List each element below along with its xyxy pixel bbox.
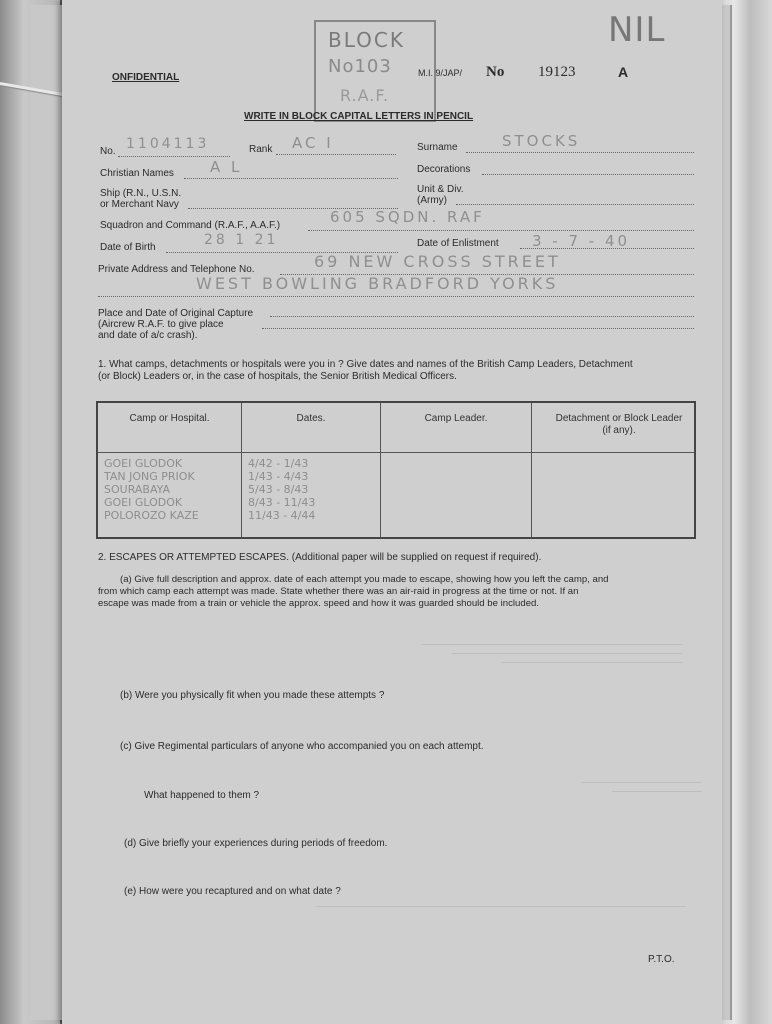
dates-cell [242,453,381,539]
dob-value: 28 1 21 [204,232,279,248]
form-number: 19123 [538,64,576,80]
stamp-line-3: R.A.F. [340,86,390,105]
christian-names-label: Christian Names [100,168,174,179]
unit-label-2: (Army) [417,195,447,206]
enlistment-value: 3 - 7 - 40 [532,232,631,250]
squadron-value: 605 SQDN. RAF [330,208,485,226]
capture-label-3: and date of a/c crash). [98,330,198,341]
ship-label-1: Ship (R.N., U.S.N. [100,188,182,199]
question-2a-line-3: escape was made from a train or vehicle the approx. speed and how it was guarded should be included. [98,598,540,609]
unit-label-1: Unit & Div. [417,184,464,195]
question-1-line-2: (or Block) Leaders or, in the case of hospitals, the Senior British Medical Officers. [98,371,457,382]
instruction-heading: WRITE IN BLOCK CAPITAL LETTERS IN PENCIL [244,111,474,122]
address-label: Private Address and Telephone No. [98,264,255,275]
surname-label: Surname [417,142,458,153]
camps-table-header [97,402,695,453]
question-2a-line-2: from which camp each attempt was made. State whether there was an air-raid in progress at the time or not. If an [98,586,579,597]
col-camp-header: Camp or Hospital. [97,402,242,453]
col-camp-leader-header: Camp Leader. [381,402,532,453]
table-row [97,453,695,539]
question-2b: (b) Were you physically fit when you made these attempts ? [120,690,385,701]
camp-entry: GOEI GLODOK [104,496,183,509]
capture-line-1 [270,316,694,317]
question-2-heading: 2. ESCAPES OR ATTEMPTED ESCAPES. (Additional paper will be supplied on request if required). [98,552,542,563]
capture-label-2: (Aircrew R.A.F. to give place [98,319,224,330]
question-2d: (d) Give briefly your experiences during periods of freedom. [124,838,388,849]
surname-value: STOCKS [502,132,581,150]
camp-entry: GOEI GLODOK [104,457,183,470]
camp-leader-cell [381,453,532,539]
question-2a-line-1: (a) Give full description and approx. date of each attempt you made to escape, showing how you left the camp, and [120,574,609,585]
date-entry: 11/43 - 4/44 [248,509,316,522]
camp-entry: TAN JONG PRIOK [104,470,195,483]
rank-label: Rank [249,144,273,155]
camp-entry: SOURABAYA [104,483,171,496]
nil-annotation: NIL [608,10,666,50]
question-1 [98,359,728,383]
rank-line [276,154,396,155]
form-reference: M.I. 9/JAP/ [418,68,463,78]
bleed-through-text-3 [316,906,686,907]
surname-line [466,152,694,153]
rank-value: AC I [292,134,334,152]
camp-names-cell [97,453,242,539]
capture-line-2 [262,328,694,329]
question-2e: (e) How were you recaptured and on what date ? [124,886,341,897]
stamp-line-2: No103 [328,56,392,77]
decorations-label: Decorations [417,164,471,175]
decorations-line [482,174,694,175]
number-label: No [486,64,505,80]
question-2a [98,574,726,610]
enlistment-label: Date of Enlistment [417,238,499,249]
stamp-line-1: BLOCK [328,28,405,52]
unit-line [456,204,694,205]
squadron-label: Squadron and Command (R.A.F., A.A.F.) [100,220,281,231]
camps-table [96,401,696,539]
bleed-through-text-2 [582,782,702,792]
date-entry: 4/42 - 1/43 [248,457,309,470]
address-value-1: 69 NEW CROSS STREET [314,252,561,271]
col-dates-header: Dates. [242,402,381,453]
dob-label: Date of Birth [100,242,156,253]
form-sheet [62,0,722,1024]
no-label: No. [100,146,116,157]
col-detachment-header: Detachment or Block Leader (if any). [532,402,696,453]
address-value-2: WEST BOWLING BRADFORD YORKS [196,274,559,293]
address-line-2 [98,296,694,297]
no-value: 1104113 [126,136,210,152]
camp-entry: POLOROZO KAZE [104,509,199,522]
detachment-cell [532,453,696,539]
classification-label: ONFIDENTIAL [112,72,180,83]
date-entry: 5/43 - 8/43 [248,483,309,496]
capture-label-1: Place and Date of Original Capture [98,308,254,319]
date-entry: 8/43 - 11/43 [248,496,316,509]
form-suffix: A [618,64,629,80]
question-1-line-1: 1. What camps, detachments or hospitals were you in ? Give dates and names of the British Camp Leaders, Detachment [98,359,633,370]
bleed-through-text [422,640,682,663]
pto-label: P.T.O. [648,954,675,965]
question-2c: (c) Give Regimental particulars of anyone who accompanied you on each attempt. [120,741,484,752]
christian-names-line [184,178,398,179]
question-2c-followup: What happened to them ? [144,790,260,801]
ship-label-2: or Merchant Navy [100,199,179,210]
squadron-line [308,230,694,231]
date-entry: 1/43 - 4/43 [248,470,309,483]
no-line [118,156,230,157]
christian-names-value: A L [210,158,243,176]
